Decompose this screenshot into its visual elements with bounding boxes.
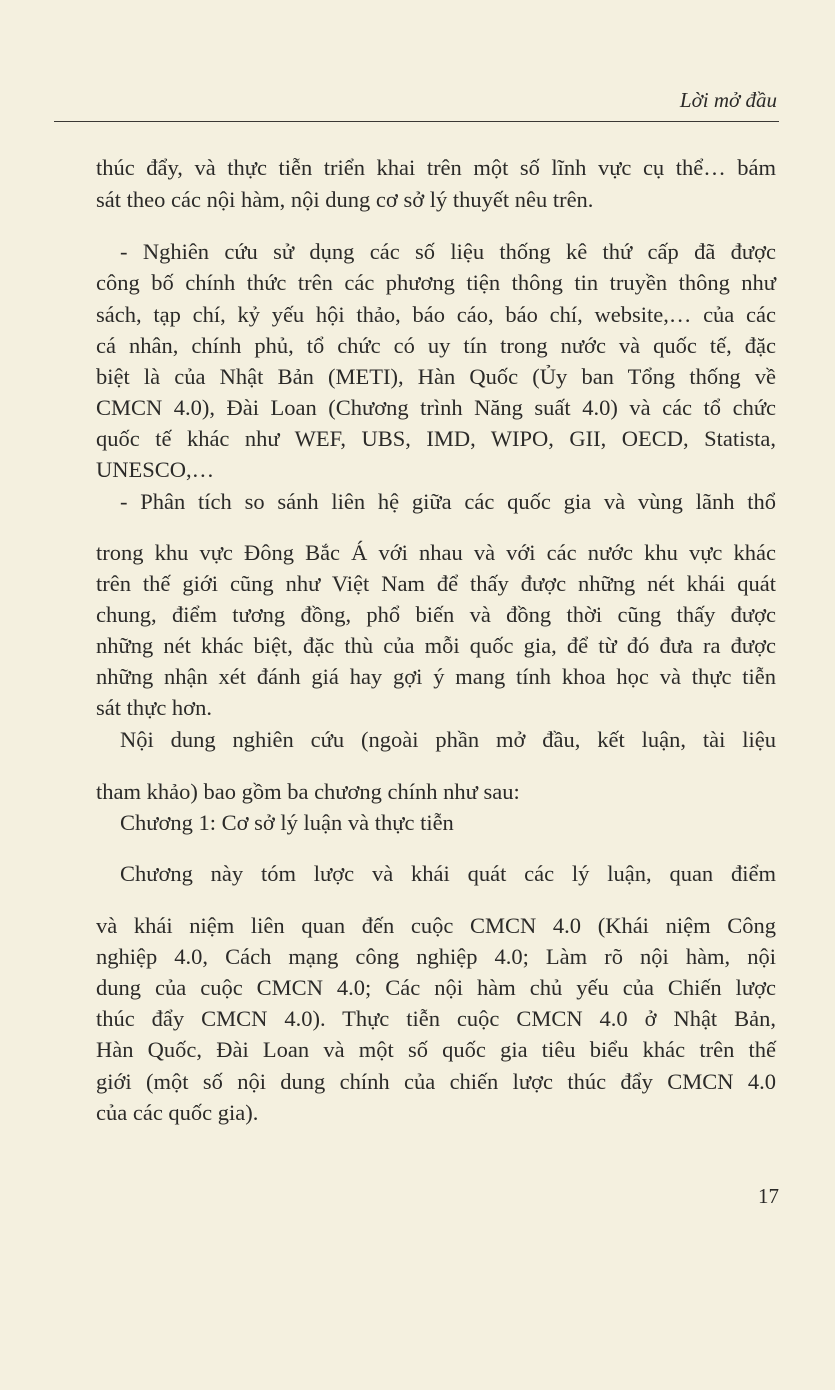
text-line: Hàn Quốc, Đài Loan và một số quốc gia tiêu biểu khác trên thế	[96, 1037, 776, 1062]
text-line: UNESCO,…	[96, 457, 215, 482]
text-line: sách, tạp chí, kỷ yếu hội thảo, báo cáo, báo chí, website,… của các	[96, 302, 776, 327]
text-line: trên thế giới cũng như Việt Nam để thấy được những nét khái quát	[96, 571, 776, 596]
text-line: tham khảo) bao gồm ba chương chính như sau:	[96, 779, 520, 804]
text-line: biệt là của Nhật Bản (METI), Hàn Quốc (Ủy ban Tổng thống về	[96, 364, 776, 389]
text-line: cá nhân, chính phủ, tổ chức có uy tín trong nước và quốc tế, đặc	[96, 333, 776, 358]
text-line: những nhận xét đánh giá hay gợi ý mang tính khoa học và thực tiễn	[96, 664, 776, 689]
text-line: thúc đẩy CMCN 4.0). Thực tiễn cuộc CMCN 4.0 ở Nhật Bản,	[96, 1006, 776, 1031]
text-line: dung của cuộc CMCN 4.0; Các nội hàm chủ yếu của Chiến lược	[96, 975, 776, 1000]
text-line: nghiệp 4.0, Cách mạng công nghiệp 4.0; Làm rõ nội hàm, nội	[96, 944, 776, 969]
text-line: quốc tế khác như WEF, UBS, IMD, WIPO, GII, OECD, Statista,	[96, 426, 776, 451]
text-line: Chương này tóm lược và khái quát các lý luận, quan điểm	[120, 861, 776, 886]
text-line: công bố chính thức trên các phương tiện thông tin truyền thông như	[96, 270, 776, 295]
text-line: trong khu vực Đông Bắc Á với nhau và với các nước khu vực khác	[96, 540, 776, 565]
page-number: 17	[758, 1184, 779, 1208]
text-line: Nội dung nghiên cứu (ngoài phần mở đầu, kết luận, tài liệu	[120, 727, 776, 752]
text-line: Chương 1: Cơ sở lý luận và thực tiễn	[120, 810, 454, 835]
text-line: giới (một số nội dung chính của chiến lược thúc đẩy CMCN 4.0	[96, 1069, 776, 1094]
text-line: những nét khác biệt, đặc thù của mỗi quốc gia, để từ đó đưa ra được	[96, 633, 776, 658]
running-header: Lời mở đầu	[679, 88, 777, 112]
text-line: - Phân tích so sánh liên hệ giữa các quốc gia và vùng lãnh thổ	[120, 489, 776, 514]
text-line: CMCN 4.0), Đài Loan (Chương trình Năng suất 4.0) và các tổ chức	[96, 395, 776, 420]
text-line: sát theo các nội hàm, nội dung cơ sở lý thuyết nêu trên.	[96, 187, 594, 212]
text-line: và khái niệm liên quan đến cuộc CMCN 4.0 (Khái niệm Công	[96, 913, 776, 938]
text-line: của các quốc gia).	[96, 1100, 259, 1125]
text-line: - Nghiên cứu sử dụng các số liệu thống kê thứ cấp đã được	[120, 239, 776, 264]
text-line: chung, điểm tương đồng, phổ biến và đồng thời cũng thấy được	[96, 602, 776, 627]
header-rule	[54, 121, 779, 122]
text-line: sát thực hơn.	[96, 695, 212, 720]
text-line: thúc đẩy, và thực tiễn triển khai trên một số lĩnh vực cụ thể… bám	[96, 155, 776, 180]
